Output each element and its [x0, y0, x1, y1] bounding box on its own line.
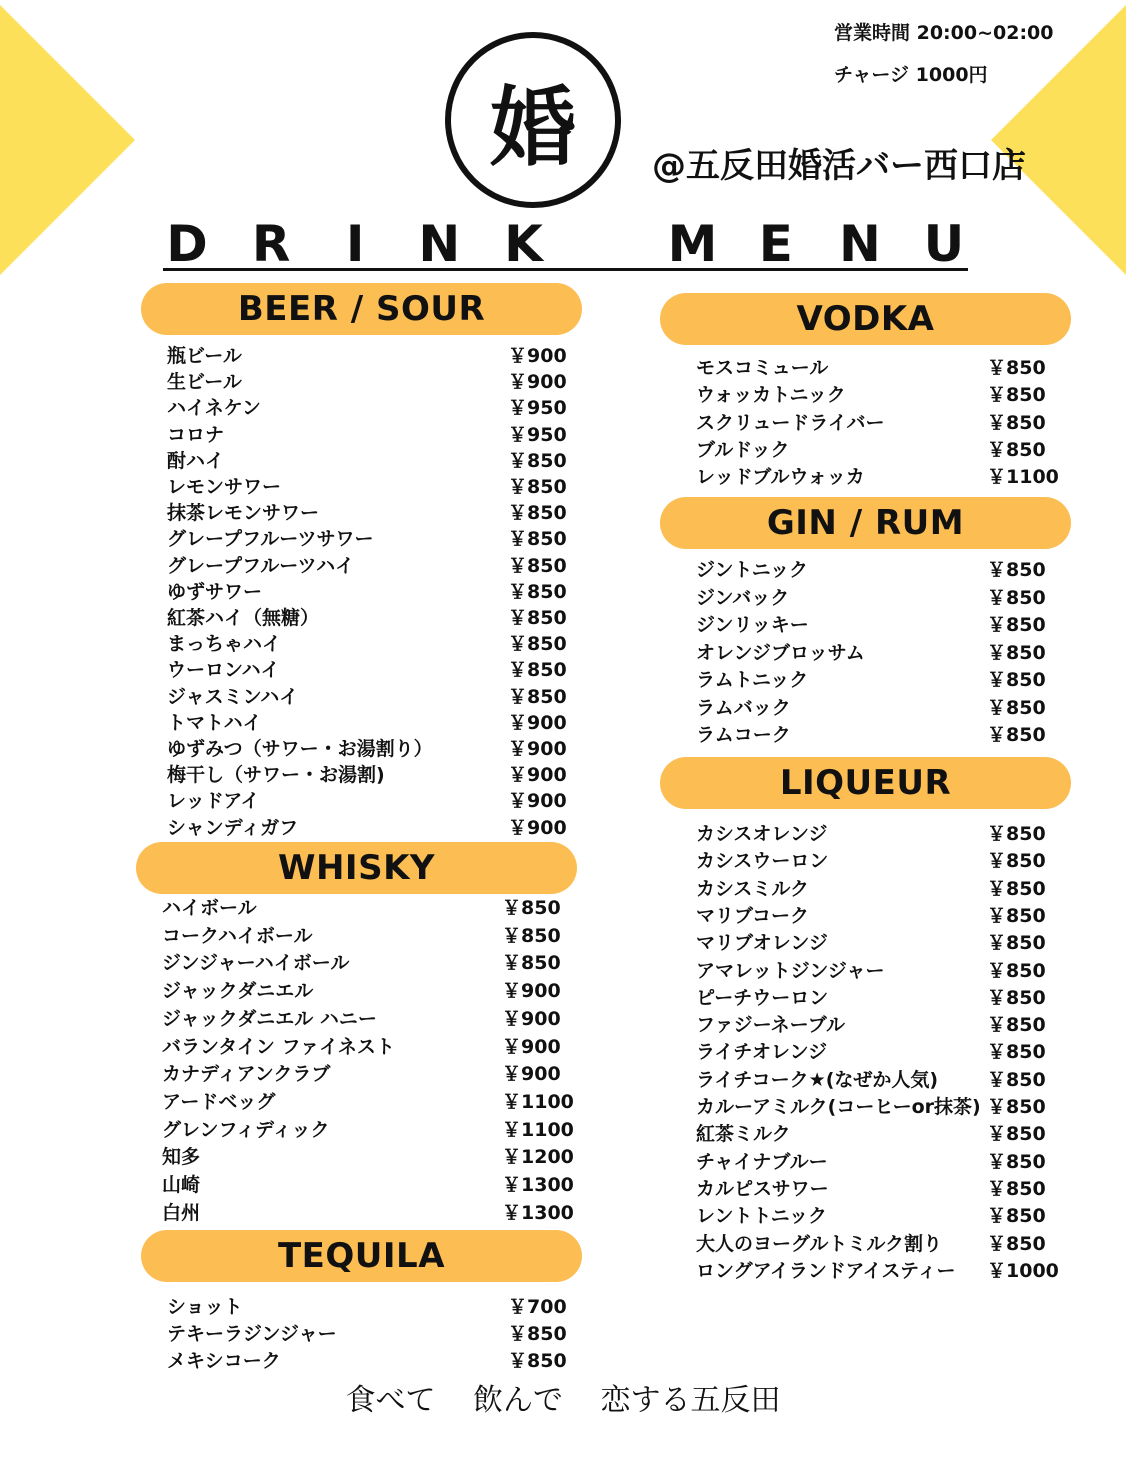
menu-item-price: ￥850 [508, 633, 567, 656]
menu-item-price: ￥1300 [502, 1174, 574, 1196]
title-letter: M [667, 215, 718, 273]
menu-item-name: ブルドック [696, 438, 790, 461]
menu-item-price: ￥900 [508, 371, 567, 394]
menu-item-name: グレンフィディック [162, 1118, 330, 1141]
menu-item-price: ￥850 [508, 580, 567, 603]
menu-item-name: ラムトニック [696, 669, 809, 691]
menu-item-name: チャイナブルー [696, 1150, 828, 1173]
menu-item-name: 知多 [162, 1146, 201, 1169]
tagline-part: 恋する五反田 [600, 1383, 781, 1418]
menu-item-price: ￥850 [987, 1014, 1046, 1037]
menu-item-price: ￥850 [987, 986, 1046, 1009]
page-title [163, 215, 968, 273]
menu-item-price: ￥850 [987, 1177, 1046, 1200]
menu-item-price: ￥850 [987, 1205, 1046, 1228]
menu-item-price: ￥900 [508, 816, 567, 839]
menu-item-name: モスコミュール [696, 357, 829, 379]
menu-item-name: レモンサワー [167, 476, 282, 498]
menu-item-price: ￥1000 [987, 1259, 1059, 1282]
menu-item-price: ￥850 [987, 586, 1046, 609]
menu-item-name: 梅干し（サワー・お湯割) [167, 764, 385, 787]
title-letter: E [758, 215, 793, 273]
menu-item-name: グレープフルーツサワー [167, 528, 374, 551]
menu-item-price: ￥850 [987, 724, 1046, 746]
tagline-part: 食べて [345, 1383, 436, 1418]
menu-item-name: ショット [167, 1296, 243, 1318]
menu-item-price: ￥900 [508, 345, 567, 367]
menu-item-price: ￥900 [508, 711, 567, 734]
menu-item-price: ￥900 [508, 764, 567, 787]
menu-item-name: ジャックダニエル [162, 980, 314, 1003]
menu-item-name: マリブオレンジ [696, 932, 828, 955]
menu-item-name: カルーアミルク(コーヒーor抹茶) [696, 1096, 981, 1118]
menu-item-price: ￥1100 [987, 466, 1059, 489]
menu-item-name: レントトニック [696, 1205, 828, 1228]
menu-item-price: ￥950 [508, 397, 567, 420]
menu-item-price: ￥850 [987, 641, 1046, 664]
menu-item-price: ￥850 [508, 607, 567, 629]
menu-item-price: ￥850 [987, 932, 1046, 955]
menu-item-name: 大人のヨーグルトミルク割り [696, 1232, 943, 1255]
logo-char: 婚 [490, 78, 576, 178]
menu-item-price: ￥850 [508, 1323, 567, 1345]
menu-item-name: ウーロンハイ [167, 659, 280, 682]
menu-item-price: ￥850 [987, 850, 1046, 873]
menu-item-price: ￥900 [502, 1007, 561, 1030]
menu-item-name: ラムコーク [696, 724, 791, 746]
menu-item-name: ウォッカトニック [696, 384, 846, 407]
menu-item-name: カシスミルク [696, 877, 810, 900]
menu-item-price: ￥850 [987, 959, 1046, 982]
menu-item-name: 白州 [162, 1201, 201, 1224]
tagline-part: 飲んで [473, 1383, 563, 1418]
title-letter: U [923, 215, 965, 273]
menu-item-name: ハイネケン [167, 397, 261, 420]
menu-item-price: ￥900 [508, 790, 567, 813]
menu-item-name: ライチコーク★(なぜか人気) [696, 1068, 939, 1091]
section-header-beer: BEER / SOUR [141, 283, 582, 335]
charge-fee: チャージ 1000円 [834, 64, 988, 86]
menu-item-price: ￥850 [987, 823, 1046, 845]
menu-item-price: ￥850 [987, 1232, 1046, 1255]
footer-tagline [0, 1375, 1126, 1419]
menu-item-name: 瓶ビール [167, 345, 242, 367]
menu-item-name: アマレットジンジャー [696, 959, 885, 982]
menu-item-price: ￥900 [502, 1063, 561, 1086]
menu-item-name: ジンジャーハイボール [162, 952, 350, 975]
menu-item-price: ￥1300 [502, 1201, 574, 1224]
menu-item-price: ￥900 [508, 738, 567, 760]
menu-item-price: ￥850 [987, 1041, 1046, 1064]
menu-item-name: オレンジブロッサム [696, 641, 865, 664]
menu-item-name: ライチオレンジ [696, 1041, 828, 1064]
menu-item-name: ジャックダニエル ハニー [162, 1007, 377, 1030]
menu-item-price: ￥850 [987, 411, 1046, 434]
menu-item-name: ピーチウーロン [696, 986, 829, 1009]
title-letter: D [166, 215, 208, 273]
yellow-triangle-left [0, 5, 135, 275]
menu-item-price: ￥850 [987, 696, 1046, 719]
menu-item-price: ￥850 [987, 357, 1046, 379]
menu-item-name: まっちゃハイ [167, 633, 282, 656]
menu-item-name: スクリュードライバー [696, 411, 885, 434]
menu-item-price: ￥850 [987, 1150, 1046, 1173]
section-header-liqueur: LIQUEUR [660, 757, 1071, 809]
menu-item-price: ￥850 [508, 1350, 567, 1372]
menu-item-price: ￥850 [508, 685, 567, 708]
menu-item-price: ￥1200 [502, 1146, 574, 1169]
menu-item-name: レッドアイ [167, 790, 260, 813]
menu-item-name: バランタイン ファイネスト [162, 1035, 395, 1058]
menu-item-name: ゆずサワー [167, 580, 263, 603]
menu-item-price: ￥950 [508, 423, 567, 446]
section-header-gin: GIN / RUM [660, 497, 1071, 549]
menu-item-name: マリブコーク [696, 904, 810, 927]
menu-item-price: ￥850 [508, 449, 567, 472]
menu-item-price: ￥850 [502, 924, 561, 947]
section-header-whisky: WHISKY [136, 842, 577, 894]
menu-item-name: 抹茶レモンサワー [167, 502, 320, 525]
menu-item-price: ￥900 [502, 1035, 561, 1058]
menu-item-name: ジャスミンハイ [167, 685, 299, 708]
menu-item-name: グレープフルーツハイ [167, 554, 355, 577]
logo [445, 32, 621, 208]
menu-item-price: ￥850 [508, 554, 567, 577]
title-letter: R [251, 215, 291, 273]
menu-item-price: ￥700 [508, 1296, 567, 1318]
menu-item-name: 紅茶ハイ（無糖） [167, 607, 320, 629]
menu-item-price: ￥850 [508, 659, 567, 682]
menu-item-price: ￥850 [987, 1096, 1046, 1118]
menu-item-name: レッドブルウォッカ [696, 466, 865, 489]
menu-item-price: ￥850 [987, 438, 1046, 461]
menu-item-price: ￥850 [987, 904, 1046, 927]
menu-item-name: ハイボール [162, 897, 257, 919]
menu-item-name: ジントニック [696, 559, 809, 581]
menu-item-price: ￥850 [987, 1068, 1046, 1091]
menu-item-name: アードベッグ [162, 1090, 276, 1113]
menu-item-price: ￥850 [987, 1123, 1046, 1146]
menu-item-name: 紅茶ミルク [696, 1123, 791, 1146]
menu-item-name: カナディアンクラブ [162, 1063, 331, 1086]
business-hours: 営業時間 20:00~02:00 [834, 22, 1054, 44]
menu-item-name: コークハイボール [162, 924, 313, 947]
menu-item-name: 生ビール [167, 371, 242, 394]
menu-item-price: ￥1100 [502, 1090, 574, 1113]
menu-item-name: テキーラジンジャー [167, 1323, 337, 1345]
menu-item-price: ￥850 [502, 897, 561, 919]
menu-item-name: 山崎 [162, 1174, 201, 1196]
menu-item-price: ￥850 [987, 669, 1046, 691]
menu-item-price: ￥850 [987, 559, 1046, 581]
menu-item-price: ￥850 [987, 877, 1046, 900]
menu-item-name: ゆずみつ（サワー・お湯割り） [167, 738, 433, 760]
menu-item-name: トマトハイ [167, 711, 262, 734]
menu-item-name: ジンリッキー [696, 614, 809, 636]
store-name: @五反田婚活バー西口店 [652, 146, 1026, 186]
menu-item-name: メキシコーク [167, 1350, 281, 1372]
menu-item-name: ファジーネーブル [696, 1014, 845, 1037]
menu-item-price: ￥1100 [502, 1118, 574, 1141]
menu-item-price: ￥850 [508, 502, 567, 525]
section-header-tequila: TEQUILA [141, 1230, 582, 1282]
menu-item-name: ジンバック [696, 586, 790, 609]
menu-item-name: カシスオレンジ [696, 823, 828, 845]
title-letter: K [504, 215, 543, 273]
menu-item-name: ラムバック [696, 696, 791, 719]
menu-item-price: ￥850 [987, 384, 1046, 407]
menu-item-name: ロングアイランドアイスティー [696, 1259, 956, 1282]
title-letter: N [838, 215, 881, 273]
menu-item-price: ￥850 [502, 952, 561, 975]
menu-item-price: ￥850 [508, 528, 567, 551]
section-header-vodka: VODKA [660, 293, 1071, 345]
menu-item-name: コロナ [167, 423, 225, 446]
menu-item-name: 酎ハイ [167, 449, 225, 472]
menu-item-name: シャンディガフ [167, 816, 299, 839]
menu-item-price: ￥850 [987, 614, 1046, 636]
menu-item-name: カルピスサワー [696, 1177, 829, 1200]
title-letter: N [418, 215, 461, 273]
title-letter [584, 220, 632, 268]
title-letter: I [345, 215, 365, 273]
menu-item-price: ￥850 [508, 476, 567, 498]
menu-item-price: ￥900 [502, 980, 561, 1003]
menu-item-name: カシスウーロン [696, 850, 829, 873]
